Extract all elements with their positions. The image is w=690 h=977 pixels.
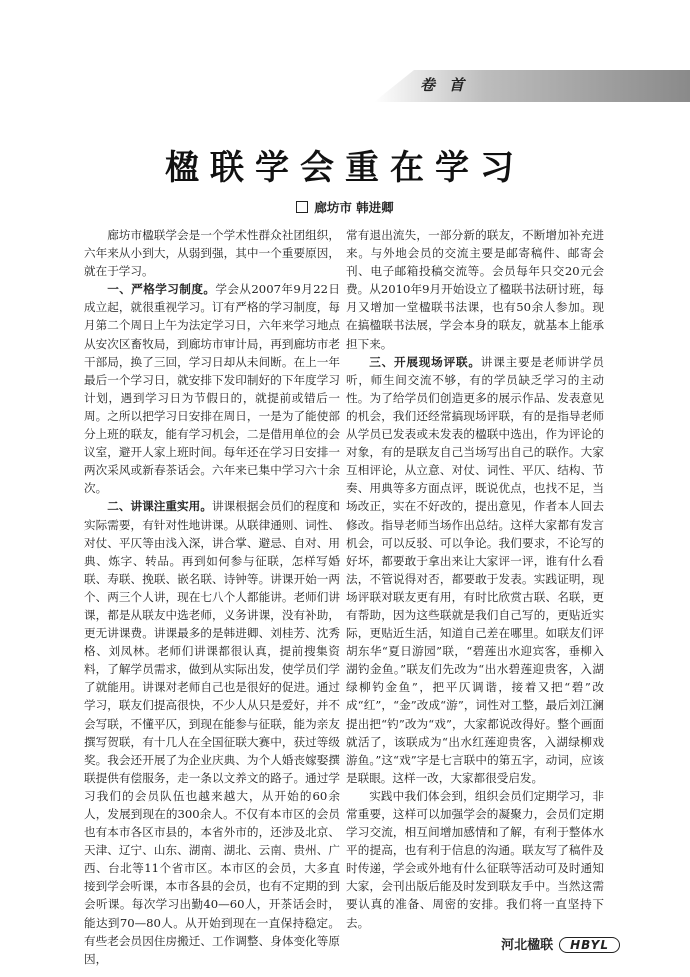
paragraph	[346, 226, 604, 353]
article-title: 楹联学会重在学习	[165, 148, 525, 188]
paragraph	[84, 226, 340, 280]
paragraph	[84, 497, 340, 967]
section-heading: 二、讲课注重实用。	[107, 499, 212, 514]
paragraph-text: 实践中我们体会到，组织会员们定期学习，非常重要，这样可以加强学会的凝聚力，会员们定期学习交流，相互间增加感情和了解，有利于整体水平的提高，也有利于信息的沟通。联友写了稿件及时传递，学会或外地有什么征联等活动可及时通知大家，会刊出版后能及时发到联友手中。当然这需要认真的准备、周密的安排。我们将一直坚持下去。	[346, 788, 604, 930]
paragraph-text: 讲课根据会员们的程度和实际需要，有针对性地讲课。从联律通则、词性、对仗、平仄等由浅入深，讲合掌、避忌、自对、用典、炼字、转品。再到如何参与征联，怎样写婚联、寿联、挽联、嵌名联、诗钟等。讲课开始一两个、两三个人讲，现在七八个人都能讲。老师们讲课，都是从联友中选老师，义务讲课，没有补助，更无讲课费。讲课最多的是韩进卿、刘桂芳、沈秀格、刘凤林。老师们讲课都很认真，提前搜集资料，了解学员需求，做到从实际出发，使学员们学了就能用。讲课对老师自己也是很好的促进。通过学习，联友们提高很快，不少人从只是爱好，并不会写联，不懂平仄，到现在能参与征联，能为亲友撰写贺联，有十几人在全国征联大赛中，获过等级奖。我会还开展了为企业庆典、为个人婚丧嫁娶撰联提供有偿服务，走一条以文养文的路子。通过学习我们的会员队伍也越来越大，从开始的60余人，发展到现在的300余人。不仅有本市区的会员也有本市各区市县的，本省外市的，还涉及北京、天津、辽宁、山东、湖南、湖北、云南、贵州、广西、台北等11个省市区。本市区的会员，大多直接到学会听课，本市各县的会员，也有不定期的到会听课。每次学习出勤40—60人，开茶话会时，能达到70—80人。从开始到现在一直保持稳定。有些老会员因住房搬迁、工作调整、身体变化等原因，	[84, 499, 340, 966]
author: 廊坊市 韩进卿	[314, 200, 394, 215]
paragraph-text: 学会从2007年9月22日成立起，就很重视学习。订有严格的学习制度，每月第二个周日上午为法定学习日，六年来学习地点从安次区畜牧局，到廊坊市审计局，再到廊坊市老干部局，换了三回，学习日却从未间断。在上一年最后一个学习日，就安排下发印制好的下年度学习计划，遇到学习日为节假日的，就提前或错后一周。之所以把学习日安排在周日，一是为了能使部分上班的联友，能有学习机会，二是借用单位的会议室，避开人家上班时间。每年还在学习日安排一两次采风或新春茶话会。六年来已集中学习六十余次。	[84, 282, 340, 496]
page-footer	[501, 934, 620, 953]
section-heading: 一、严格学习制度。	[107, 282, 216, 297]
paragraph	[346, 787, 604, 932]
magazine-name: 河北楹联	[501, 938, 554, 953]
section-label: 卷首	[420, 76, 479, 94]
paragraph-text: 廊坊市楹联学会是一个学术性群众社团组织，六年来从小到大，从弱到强，其中一个重要原因，就在于学习。	[84, 228, 340, 279]
paragraph	[84, 280, 340, 497]
section-heading: 三、开展现场评联。	[369, 354, 481, 369]
column-right	[346, 226, 604, 932]
paragraph-text: 讲课主要是老师讲学员听，师生间交流不够，有的学员缺乏学习的主动性。为了给学员们创造更多的展示作品、发表意见的机会，我们还经常搞现场评联，有的是指导老师从学员已发表或未发表的楹联中选出，作为评论的对象，有的是联友自己当场写出自己的联作。大家互相评论，从立意、对仗、词性、平仄、结构、节奏、用典等多方面点评，既说优点，也找不足，当场改正，实在不好改的，提出意见，作者本人回去修改。指导老师当场作出总结。这样大家都有发言机会，可以反驳、可以争论。我们要求，不论写的好坏，都要敢于拿出来让大家评一评，谁有什么看法，不管说得对否，都要敢于发表。实践证明，现场评联对联友更有用，有时比欣赏古联、名联，更有帮助，因为这些联就是我们自己写的，更贴近实际，更贴近生活，知道自己差在哪里。如联友们评胡东华“夏日游园”联，“碧莲出水迎宾客，垂柳入湖钓金鱼。”联友们先改为“出水碧莲迎贵客，入湖绿柳钓金鱼”，把平仄调谐，接着又把“碧”改成“红”，“金”改成“游”，词性对工整，最后刘江澜提出把“钓”改为“戏”，大家都说改得好。整个画面就活了，该联成为“出水红莲迎贵客，入湖绿柳戏游鱼。”这“戏”字是七言联中的第五字，动词，应该是联眼。这样一改，大家都很受启发。	[346, 354, 604, 785]
paragraph	[346, 353, 604, 787]
article-byline	[0, 198, 690, 216]
magazine-logo: HBYL	[559, 937, 620, 953]
paragraph-text: 常有退出流失，一部分新的联友，不断增加补充进来。与外地会员的交流主要是邮寄稿件、邮寄会刊、电子邮箱投稿交流等。会员每年只交20元会费。从2010年9月开始设立了楹联书法研讨班，每月又增加一堂楹联书法课，也有50余人参加。现在搞楹联书法展，学会本身的联友，就基本上能承担下来。	[346, 228, 604, 351]
byline-square-icon	[296, 201, 308, 213]
column-left	[84, 226, 340, 968]
